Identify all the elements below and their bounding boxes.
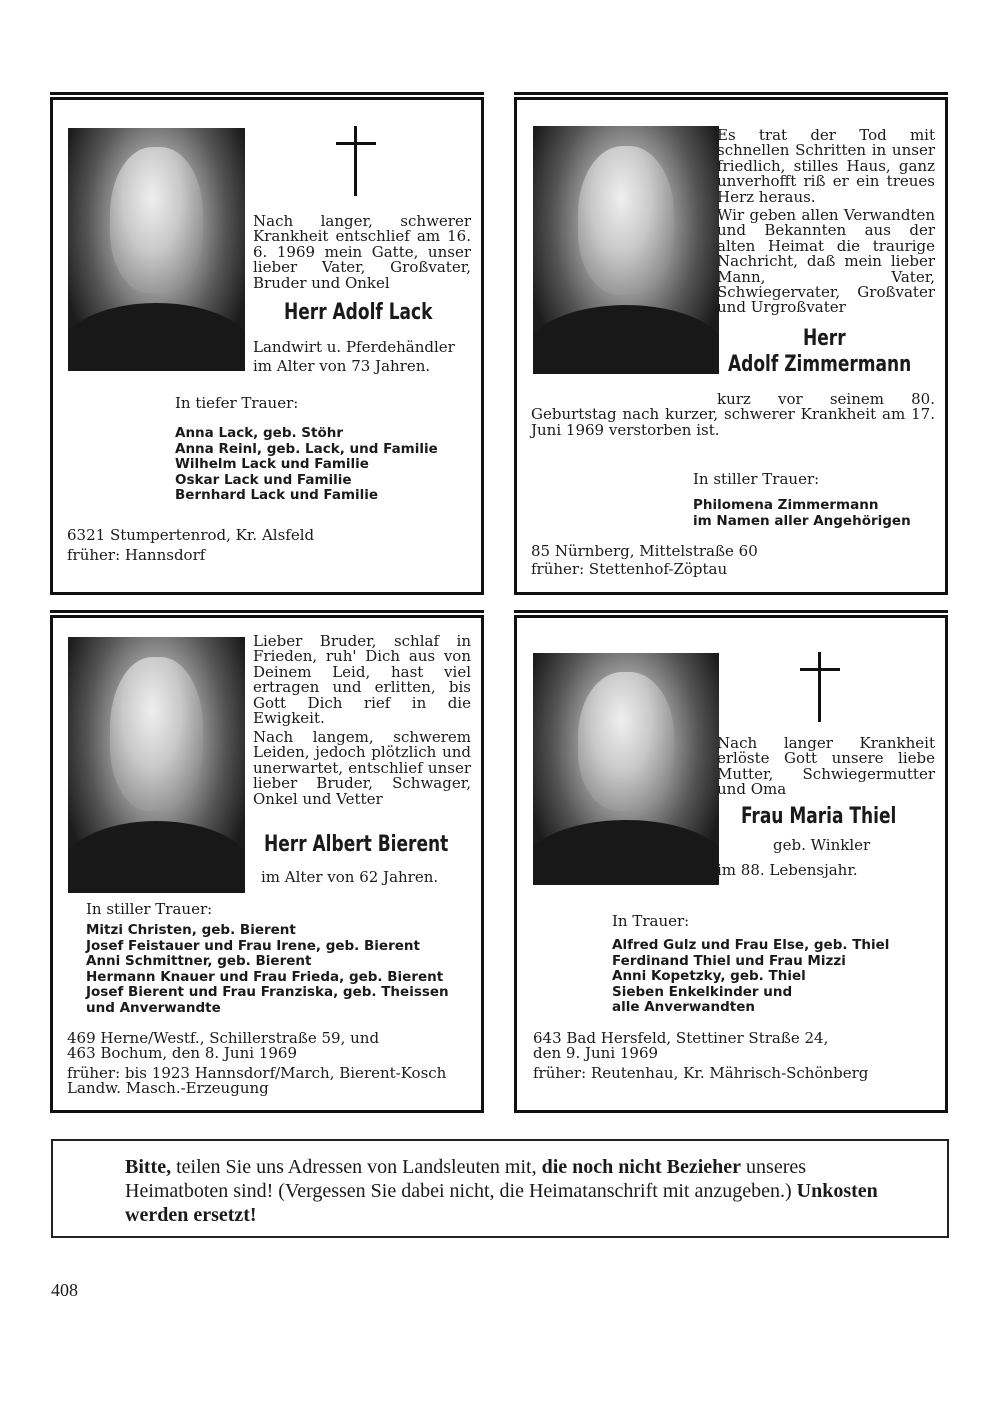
notice-text: unseres Heimatboten sind! (Vergessen Sie dabei nicht, die Heimatanschrift mit anzugeben.) <box>125 1156 807 1202</box>
detail-line: Landwirt u. Pferdehändler <box>253 338 455 356</box>
mourner: und Anverwandte <box>86 999 221 1016</box>
mourner: Wilhelm Lack und Familie <box>175 456 369 472</box>
deceased-name: Herr Adolf Lack <box>284 300 433 325</box>
deceased-name-line2: Adolf Zimmermann <box>728 352 912 377</box>
portrait-photo <box>68 637 245 893</box>
mourner: Anna Reinl, geb. Lack, und Familie <box>175 440 438 457</box>
address-line: früher: bis 1923 Hannsdorf/March, Bierent-Kosch <box>67 1063 447 1082</box>
notice-text: teilen Sie uns Adressen von Landsleuten mit, <box>171 1156 542 1178</box>
obituary-maria-thiel <box>514 615 948 1113</box>
mourner: Mitzi Christen, geb. Bierent <box>86 922 296 938</box>
obituary-albert-bierent <box>50 615 484 1113</box>
mourner: Sieben Enkelkinder und <box>612 983 793 1000</box>
cross-icon <box>800 652 840 722</box>
address-line: 469 Herne/Westf., Schillerstraße 59, und <box>67 1029 380 1047</box>
obituary-adolf-zimmermann <box>514 97 948 595</box>
mourner: Ferdinand Thiel und Frau Mizzi <box>612 952 846 969</box>
mourner: Anni Schmittner, geb. Bierent <box>86 953 312 969</box>
address-line: 463 Bochum, den 8. Juni 1969 <box>67 1044 297 1063</box>
deceased-name-line1: Herr <box>803 326 846 351</box>
address-line: den 9. Juni 1969 <box>533 1044 659 1063</box>
mourner: Hermann Knauer und Frau Frieda, geb. Bierent <box>86 968 444 985</box>
portrait-photo <box>533 653 719 885</box>
address-line: früher: Reutenhau, Kr. Mährisch-Schönberg <box>533 1063 869 1082</box>
deceased-name: Herr Albert Bierent <box>264 832 449 857</box>
address-line: Landw. Masch.-Erzeugung <box>67 1079 269 1098</box>
mourning-label: In Trauer: <box>612 912 690 930</box>
details-text: kurz vor seinem 80. Geburtstag nach kurzer, schwerer Krankheit am 17. Juni 1969 verstorben ist. <box>531 390 935 439</box>
reader-notice-box <box>51 1139 949 1238</box>
cross-icon <box>336 126 376 196</box>
address-line: 6321 Stumpertenrod, Kr. Alsfeld <box>67 526 315 544</box>
detail-line: im 88. Lebensjahr. <box>717 861 858 879</box>
page-number: 408 <box>51 1280 78 1300</box>
obituary-adolf-lack <box>50 97 484 595</box>
address-line: früher: Hannsdorf <box>67 546 206 564</box>
deceased-name: Frau Maria Thiel <box>741 804 897 829</box>
mourner: Anni Kopetzky, geb. Thiel <box>612 968 806 984</box>
intro-text-2: Nach langem, schwerem Leiden, jedoch plötzlich und unerwartet, entschlief unser lieber Bruder, Schwager, Onkel und Vetter <box>253 728 471 808</box>
address-line: früher: Stettenhof-Zöptau <box>531 560 728 578</box>
address-line: 643 Bad Hersfeld, Stettiner Straße 24, <box>533 1029 829 1047</box>
intro-text: Nach langer, schwerer Krankheit entschlief am 16. 6. 1969 mein Gatte, unser lieber Vater, Großvater, Bruder und Onkel <box>253 212 471 292</box>
detail-line: im Alter von 73 Jahren. <box>253 357 431 375</box>
notice-bold-start: Bitte, <box>125 1156 172 1178</box>
detail-line: im Alter von 62 Jahren. <box>261 868 439 886</box>
mourning-label: In tiefer Trauer: <box>175 394 299 412</box>
intro-text: Es trat der Tod mit schnellen Schritten in unser friedlich, stilles Haus, ganz unverhofft riß er ein treues Herz heraus. <box>717 126 935 206</box>
mourning-label: In stiller Trauer: <box>693 470 820 488</box>
notice-bold-mid: die noch nicht Bezieher <box>541 1156 742 1178</box>
mourner: Alfred Gulz und Frau Else, geb. Thiel <box>612 937 890 953</box>
intro-text: Lieber Bruder, schlaf in Frieden, ruh' Dich aus von Deinem Leid, hast viel ertragen und erlitten, bis Gott Dich rief in die Ewigkeit. <box>253 632 471 728</box>
mourner: alle Anverwandten <box>612 999 755 1015</box>
portrait-photo <box>68 128 245 371</box>
intro-text: Nach langer Krankheit erlöste Gott unsere liebe Mutter, Schwiegermutter und Oma <box>717 734 935 799</box>
mourner: Oskar Lack und Familie <box>175 471 352 488</box>
address-line: 85 Nürnberg, Mittelstraße 60 <box>531 542 758 560</box>
notice-bold-end: Unkosten werden ersetzt! <box>125 1180 878 1226</box>
mourner: Philomena Zimmermann <box>693 497 879 513</box>
mourner: Josef Feistauer und Frau Irene, geb. Bierent <box>86 937 420 954</box>
detail-line: geb. Winkler <box>773 836 871 854</box>
mourner: Anna Lack, geb. Stöhr <box>175 425 344 441</box>
mourner: im Namen aller Angehörigen <box>693 513 911 529</box>
mourning-label: In stiller Trauer: <box>86 900 213 918</box>
mourner: Bernhard Lack und Familie <box>175 487 379 503</box>
intro-text-2: Wir geben allen Verwandten und Bekannten aus der alten Heimat die traurige Nachricht, daß mein lieber Mann, Vater, Schwiegervater, Großvater und Urgroßvater <box>717 206 935 317</box>
mourner: Josef Bierent und Frau Franziska, geb. Theissen <box>86 984 449 1000</box>
portrait-photo <box>533 126 719 374</box>
reader-notice <box>125 1155 885 1227</box>
